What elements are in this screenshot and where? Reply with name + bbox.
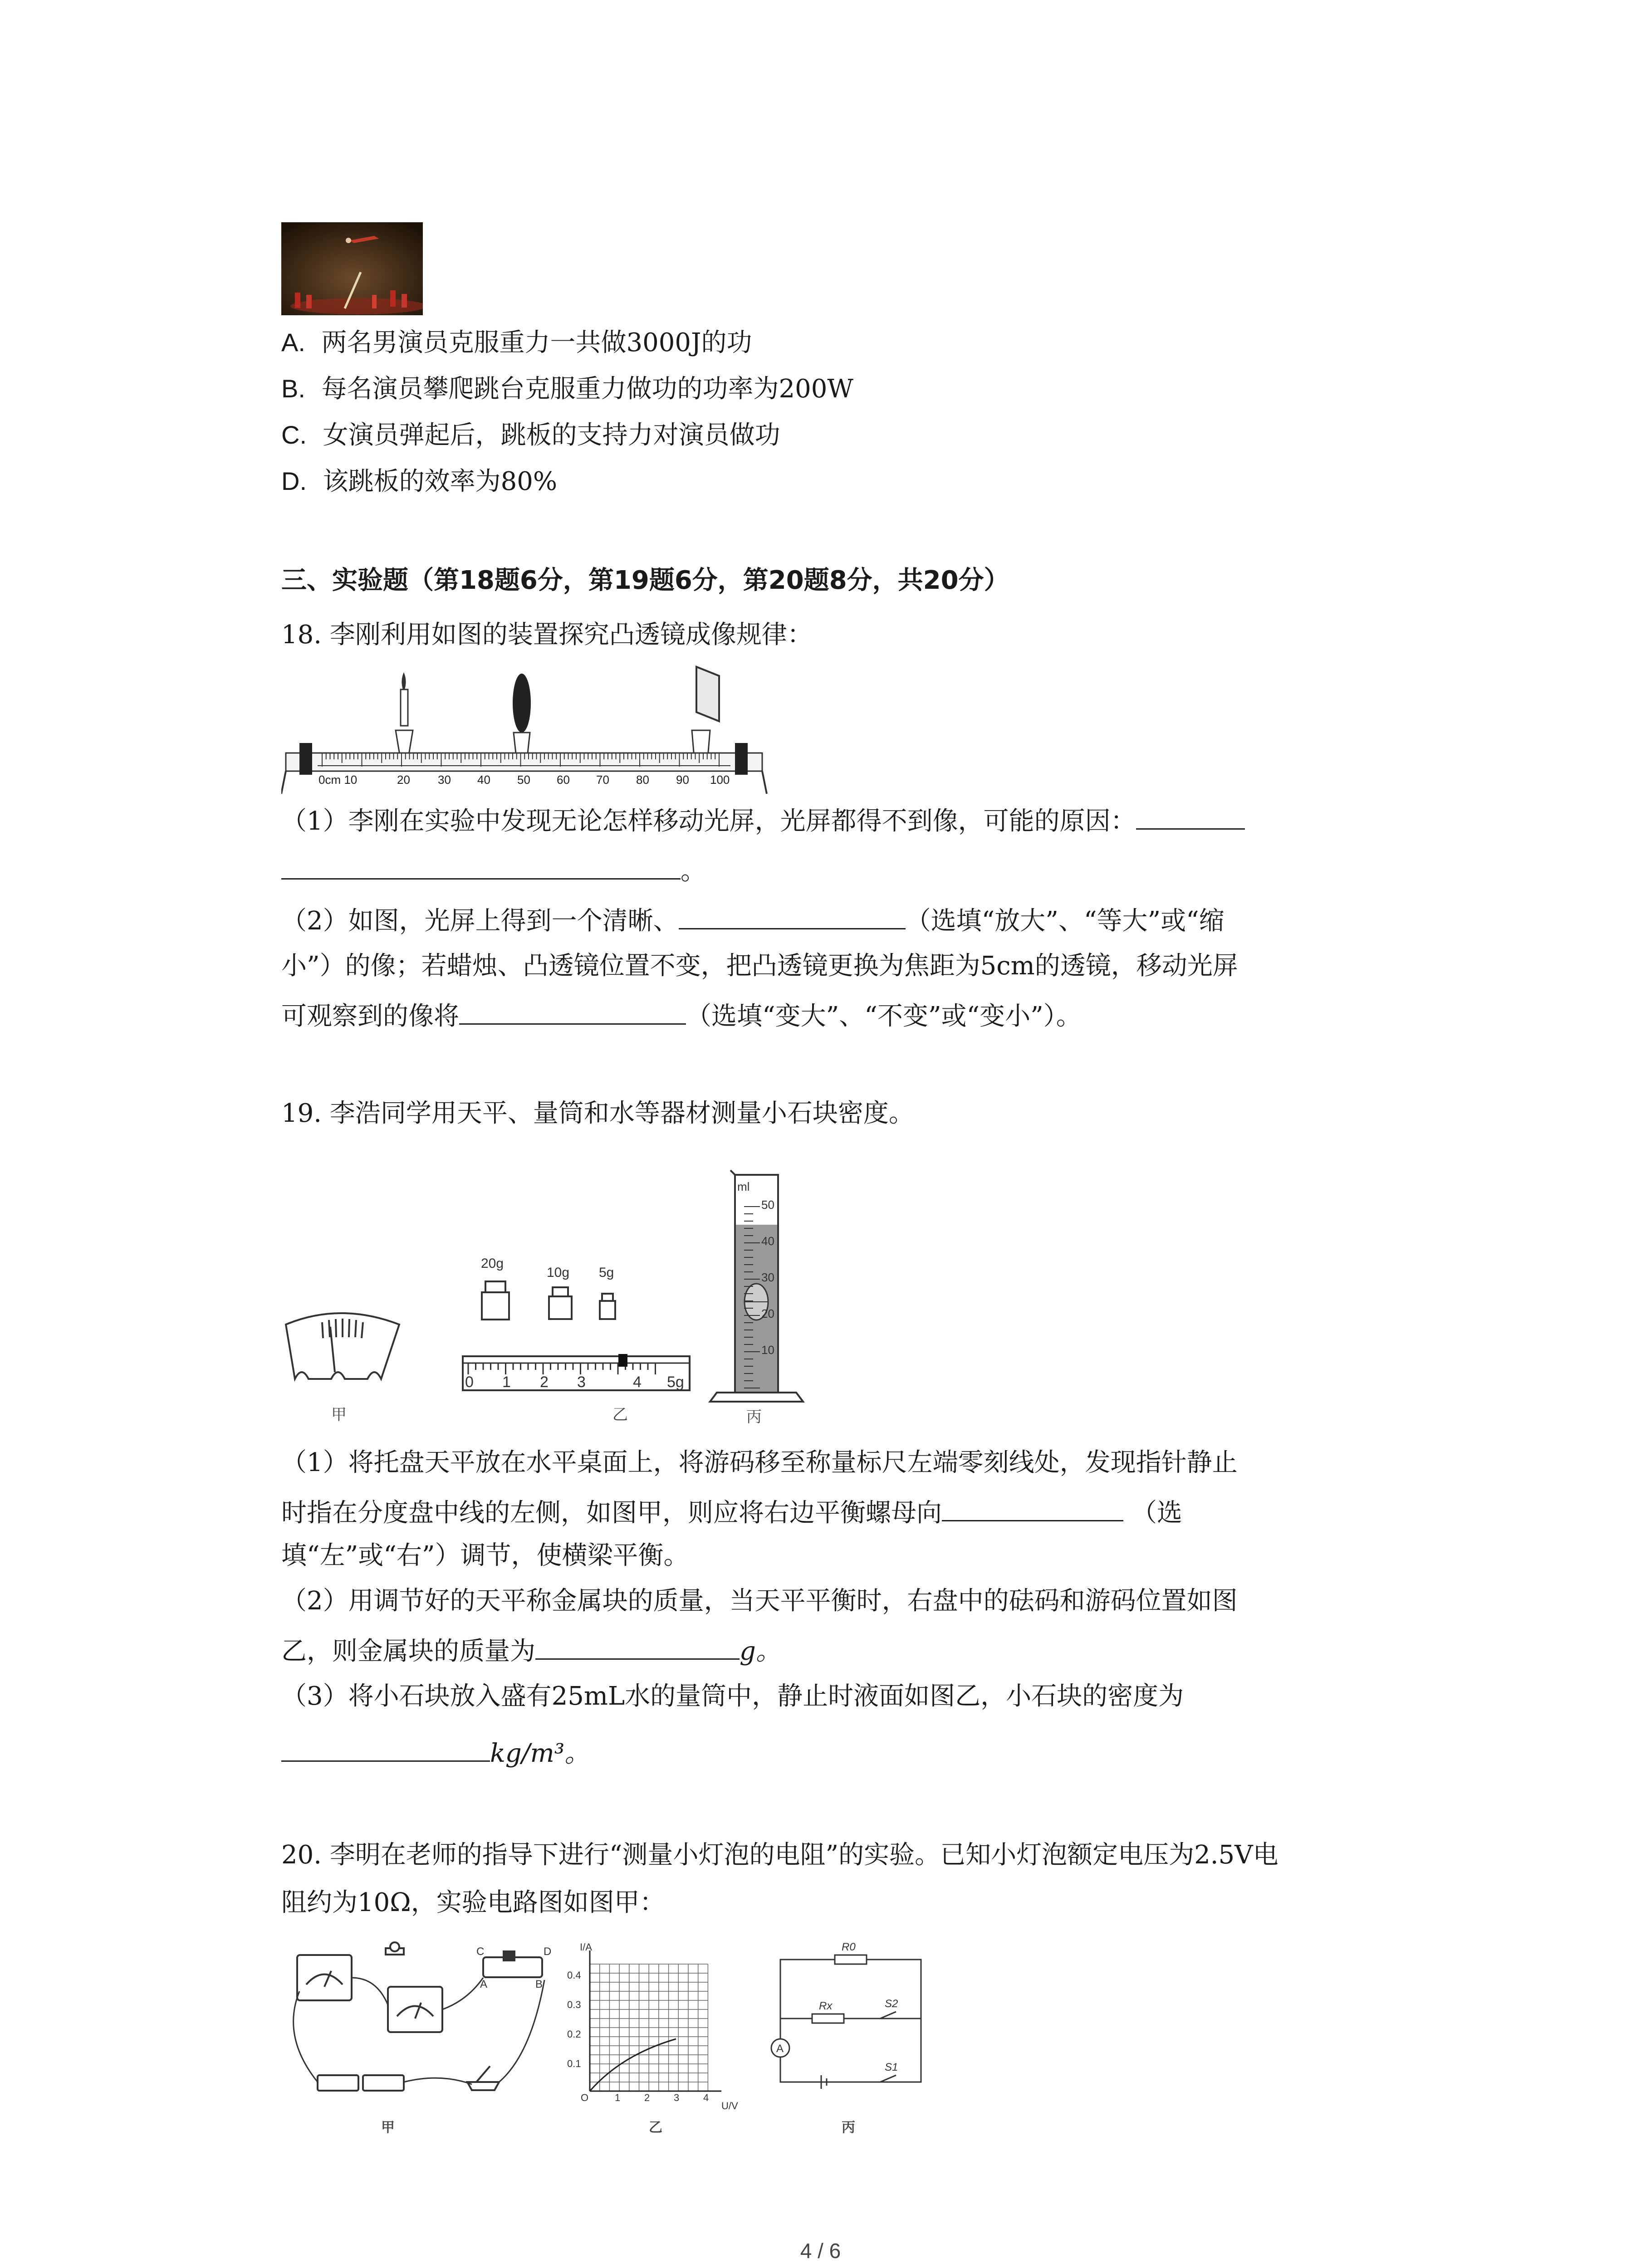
weight-5g-label: 5g (599, 1265, 614, 1280)
bench-tick-20: 20 (397, 773, 410, 787)
label-s2: S2 (885, 1998, 898, 2010)
q19-part1-line3: 填“左”或“右”）调节，使横梁平衡。 (281, 1541, 689, 1570)
weight-20g-label: 20g (481, 1256, 504, 1271)
graph-ylabel: I/A (580, 1941, 592, 1953)
answer-blank[interactable] (281, 1735, 490, 1762)
graph-xtick-1: 1 (615, 2092, 621, 2103)
resistor-rx (812, 2014, 844, 2023)
weight-10g-label: 10g (547, 1265, 570, 1280)
answer-blank[interactable] (535, 1633, 740, 1660)
fig-label-yi: 乙 (612, 1406, 628, 1423)
q18-part1-cont: 。 (281, 853, 706, 887)
rider-icon (618, 1354, 627, 1367)
q18-part2-line2: 小”）的像；若蜡烛、凸透镜位置不变，把凸透镜更换为焦距为5cm的透镜，移动光屏 (281, 951, 1238, 981)
cyl-tick-10: 10 (761, 1343, 774, 1357)
cyl-tick-20: 20 (761, 1307, 774, 1320)
cylinder-unit: ml (737, 1180, 750, 1193)
option-a: A. 两名男演员克服重力一共做3000J的功 (281, 328, 752, 357)
q18-part2-line3: 可观察到的像将 （选填“变大”、“不变”或“变小”）。 (281, 998, 1082, 1032)
q18-part1: （1）李刚在实验中发现无论怎样移动光屏，光屏都得不到像，可能的原因： (281, 803, 1245, 837)
q19-part3-line2: kg/m³。 (281, 1735, 590, 1769)
balance-figure (281, 1166, 835, 1438)
section-heading: 三、实验题（第18题6分，第19题6分，第20题8分，共20分） (281, 566, 1009, 595)
answer-blank[interactable] (281, 853, 681, 880)
graph-ytick-01: 0.1 (567, 2058, 581, 2069)
label-ammeter: A (776, 2043, 784, 2055)
rheostat-c: C (476, 1945, 485, 1958)
bench-tick-70: 70 (596, 773, 609, 787)
scale-tick-1: 1 (502, 1374, 511, 1391)
bench-tick-40: 40 (477, 773, 490, 787)
scale-tick-2: 2 (540, 1374, 549, 1391)
option-d: D. 该跳板的效率为80% (281, 467, 558, 496)
pointer-dial-icon (286, 1313, 399, 1379)
measuring-cylinder-icon (710, 1170, 803, 1402)
circuit-figure (277, 1937, 948, 2146)
resistor-r0 (835, 1955, 867, 1964)
cyl-tick-30: 30 (761, 1271, 774, 1284)
switch-icon (467, 2066, 499, 2090)
scale-tick-0: 0 (465, 1374, 474, 1391)
schematic (780, 1960, 921, 2082)
bench-tick-90: 90 (676, 773, 689, 787)
candle-icon (396, 672, 413, 758)
weight-10g-icon (549, 1287, 572, 1319)
q18-part2: （2）如图，光屏上得到一个清晰、 （选填“放大”、“等大”或“缩 (281, 903, 1225, 937)
bench-tick-50: 50 (517, 773, 530, 787)
q19-part2-line2: 乙，则金属块的质量为 g。 (281, 1633, 781, 1667)
bench-tick-60: 60 (557, 773, 570, 787)
cyl-tick-50: 50 (761, 1198, 774, 1212)
iu-curve (590, 2039, 676, 2091)
graph-xtick-2: 2 (644, 2092, 650, 2103)
q20-stem-line2: 阻约为10Ω，实验电路图如图甲： (281, 1888, 665, 1917)
scale-tick-3: 3 (577, 1374, 586, 1391)
q19-stem: 19. 李浩同学用天平、量筒和水等器材测量小石块密度。 (281, 1099, 914, 1128)
graph-ytick-03: 0.3 (567, 1999, 581, 2010)
q20-stem: 20. 李明在老师的指导下进行“测量小灯泡的电阻”的实验。已知小灯泡额定电压为2.5V电 (281, 1840, 1279, 1870)
graph-xtick-4: 4 (703, 2092, 709, 2103)
rheostat-b: B (535, 1978, 543, 1990)
scale-tick-5: 5g (667, 1374, 684, 1391)
cyl-tick-40: 40 (761, 1234, 774, 1248)
iu-graph (567, 1941, 738, 2112)
q19-part1-line2: 时指在分度盘中线的左侧，如图甲，则应将右边平衡螺母向 （选 (281, 1495, 1182, 1529)
label-r0: R0 (842, 1941, 856, 1953)
optical-bench-figure (281, 662, 780, 798)
option-c: C. 女演员弹起后，跳板的支持力对演员做功 (281, 420, 780, 450)
graph-ytick-04: 0.4 (567, 1970, 581, 1981)
ammeter-icon (388, 1987, 442, 2032)
voltmeter-icon (297, 1955, 352, 2000)
bench-tick-30: 30 (438, 773, 451, 787)
fig-label-yi: 乙 (649, 2120, 662, 2136)
fig-label-bing: 丙 (746, 1408, 762, 1426)
light-screen-icon (692, 667, 719, 758)
bench-tick-100: 100 (710, 773, 730, 787)
graph-xtick-3: 3 (674, 2092, 680, 2103)
page-number: 4 / 6 (800, 2239, 841, 2263)
fig-label-jia: 甲 (381, 2120, 395, 2136)
weight-20g-icon (482, 1281, 509, 1320)
answer-blank[interactable] (459, 998, 686, 1025)
graph-origin: O (581, 2092, 589, 2103)
acrobat-photo (281, 222, 423, 315)
battery-icon (318, 2075, 404, 2091)
answer-blank[interactable] (1136, 803, 1245, 830)
q19-part1: （1）将托盘天平放在水平桌面上，将游码移至称量标尺左端零刻线处，发现指针静止 (281, 1448, 1238, 1477)
fig-label-bing: 丙 (842, 2120, 855, 2136)
answer-blank[interactable] (679, 903, 906, 929)
rheostat-d: D (544, 1945, 552, 1958)
label-rx: Rx (819, 2000, 833, 2012)
graph-ytick-02: 0.2 (567, 2028, 581, 2040)
rheostat-a: A (480, 1978, 488, 1990)
q19-part3: （3）将小石块放入盛有25mL水的量筒中，静止时液面如图乙，小石块的密度为 (281, 1681, 1184, 1711)
convex-lens-icon (513, 674, 531, 758)
weight-5g-icon (600, 1294, 615, 1319)
option-b: B. 每名演员攀爬跳台克服重力做功的功率为200W (281, 374, 853, 404)
label-s1: S1 (885, 2061, 898, 2073)
rheostat-icon (483, 1951, 542, 1977)
lamp-icon (386, 1942, 404, 1955)
bench-tick-80: 80 (636, 773, 649, 787)
graph-xlabel: U/V (721, 2100, 738, 2112)
q19-part2: （2）用调节好的天平称金属块的质量，当天平平衡时，右盘中的砝码和游码位置如图 (281, 1586, 1238, 1616)
scale-tick-4: 4 (633, 1374, 642, 1391)
answer-blank[interactable] (942, 1495, 1123, 1521)
fig-label-jia: 甲 (331, 1406, 347, 1423)
q18-stem: 18. 李刚利用如图的装置探究凸透镜成像规律： (281, 620, 813, 650)
bench-tick-0: 0cm 10 (318, 773, 358, 787)
